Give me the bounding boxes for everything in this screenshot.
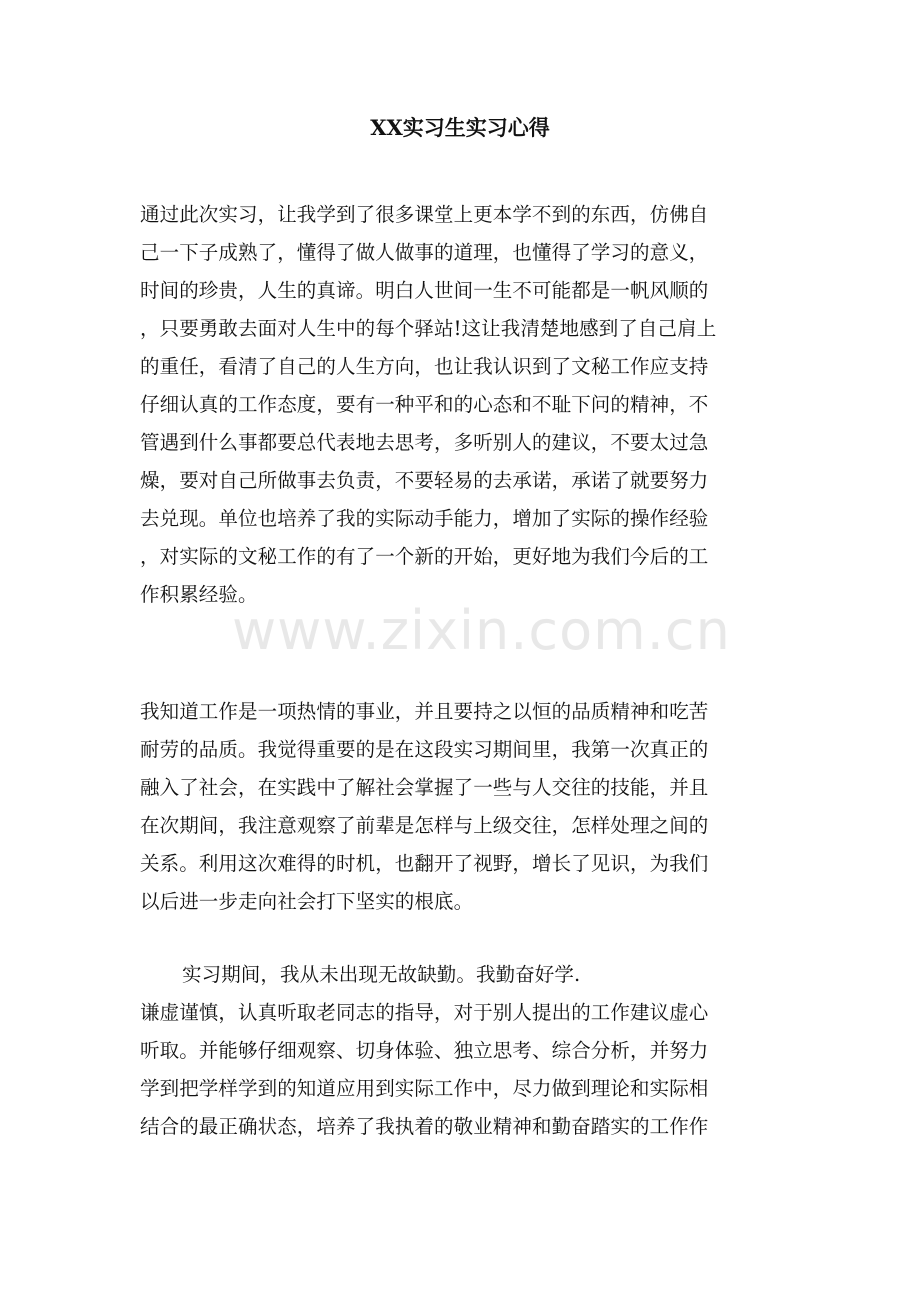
paragraph-line: 通过此次实习，让我学到了很多课堂上更本学不到的东西，仿佛自	[140, 203, 709, 226]
paragraph-line: 学到把学样学到的知道应用到实际工作中，尽力做到理论和实际相	[140, 1077, 709, 1100]
paragraph-line: 听取。并能够仔细观察、切身体验、独立思考、综合分析，并努力	[140, 1039, 709, 1062]
paragraph-line: 关系。利用这次难得的时机，也翻开了视野，增长了见识，为我们	[140, 852, 709, 875]
paragraph-line: ，只要勇敢去面对人生中的每个驿站!这让我清楚地感到了自己肩上	[140, 317, 717, 340]
paragraph-line: 在次期间，我注意观察了前辈是怎样与上级交往，怎样处理之间的	[140, 814, 709, 837]
paragraph-3	[140, 956, 790, 1146]
paragraph-line: ，对实际的文秘工作的有了一个新的开始，更好地为我们今后的工	[140, 545, 709, 568]
paragraph-line: 作积累经验。	[140, 583, 258, 606]
document-title: XX实习生实习心得	[370, 115, 550, 140]
paragraph-line: 结合的最正确状态，培养了我执着的敬业精神和勤奋踏实的工作作	[140, 1115, 709, 1138]
paragraph-line: 管遇到什么事都要总代表地去思考，多听别人的建议，不要太过急	[140, 431, 709, 454]
paragraph-line: 实习期间，我从未出现无故缺勤。我勤奋好学.	[182, 963, 581, 986]
paragraph-line: 以后进一步走向社会打下坚实的根底。	[140, 890, 474, 913]
paragraph-2	[140, 693, 790, 921]
paragraph-line: 耐劳的品质。我觉得重要的是在这段实习期间里，我第一次真正的	[140, 738, 709, 761]
paragraph-line: 融入了社会，在实践中了解社会掌握了一些与人交往的技能，并且	[140, 776, 709, 799]
watermark-text: www.zixin.com.cn	[232, 599, 731, 662]
paragraph-line: 去兑现。单位也培养了我的实际动手能力，增加了实际的操作经验	[140, 507, 709, 530]
paragraph-line: 的重任，看清了自己的人生方向，也让我认识到了文秘工作应支持	[140, 355, 709, 378]
paragraph-line: 我知道工作是一项热情的事业，并且要持之以恒的品质精神和吃苦	[140, 700, 709, 723]
paragraph-line: 仔细认真的工作态度，要有一种平和的心态和不耻下问的精神，不	[140, 393, 709, 416]
paragraph-line: 己一下子成熟了，懂得了做人做事的道理，也懂得了学习的意义，	[140, 241, 709, 264]
paragraph-line: 时间的珍贵，人生的真谛。明白人世间一生不可能都是一帆风顺的	[140, 279, 709, 302]
paragraph-line: 谦虚谨慎，认真听取老同志的指导，对于别人提出的工作建议虚心	[140, 1001, 709, 1024]
paragraph-line: 燥，要对自己所做事去负责，不要轻易的去承诺，承诺了就要努力	[140, 469, 709, 492]
paragraph-1	[140, 196, 790, 614]
